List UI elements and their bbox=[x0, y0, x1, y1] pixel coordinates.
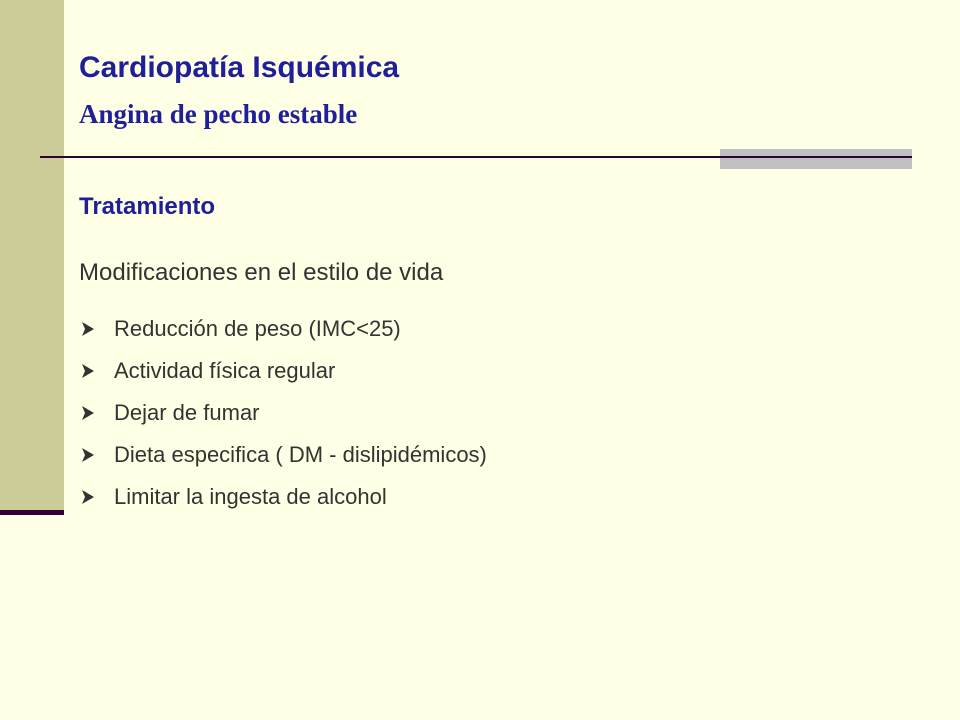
bullet-list bbox=[80, 308, 487, 518]
bullet-item bbox=[80, 308, 487, 350]
slide-title: Cardiopatía Isquémica bbox=[79, 51, 400, 84]
intro-text: Modificaciones en el estilo de vida bbox=[79, 259, 444, 286]
slide-subtitle: Angina de pecho estable bbox=[79, 99, 358, 129]
bullet-item bbox=[80, 434, 487, 476]
bullet-item bbox=[80, 350, 487, 392]
arrow-right-icon bbox=[80, 447, 96, 463]
arrow-right-icon bbox=[80, 489, 96, 505]
bullet-item bbox=[80, 392, 487, 434]
bullet-text: Dieta especifica ( DM - dislipidémicos) bbox=[114, 442, 487, 467]
divider-accent bbox=[720, 149, 912, 169]
arrow-right-icon bbox=[80, 405, 96, 421]
bullet-text: Reducción de peso (IMC<25) bbox=[114, 316, 401, 341]
section-heading: Tratamiento bbox=[79, 193, 216, 220]
bullet-text: Actividad física regular bbox=[114, 358, 336, 383]
arrow-right-icon bbox=[80, 363, 96, 379]
bullet-item bbox=[80, 476, 487, 518]
bullet-text: Limitar la ingesta de alcohol bbox=[114, 484, 387, 509]
bullet-text: Dejar de fumar bbox=[114, 400, 260, 425]
sidebar-cap-line bbox=[0, 510, 64, 515]
arrow-right-icon bbox=[80, 321, 96, 337]
sidebar-bar bbox=[0, 0, 64, 512]
